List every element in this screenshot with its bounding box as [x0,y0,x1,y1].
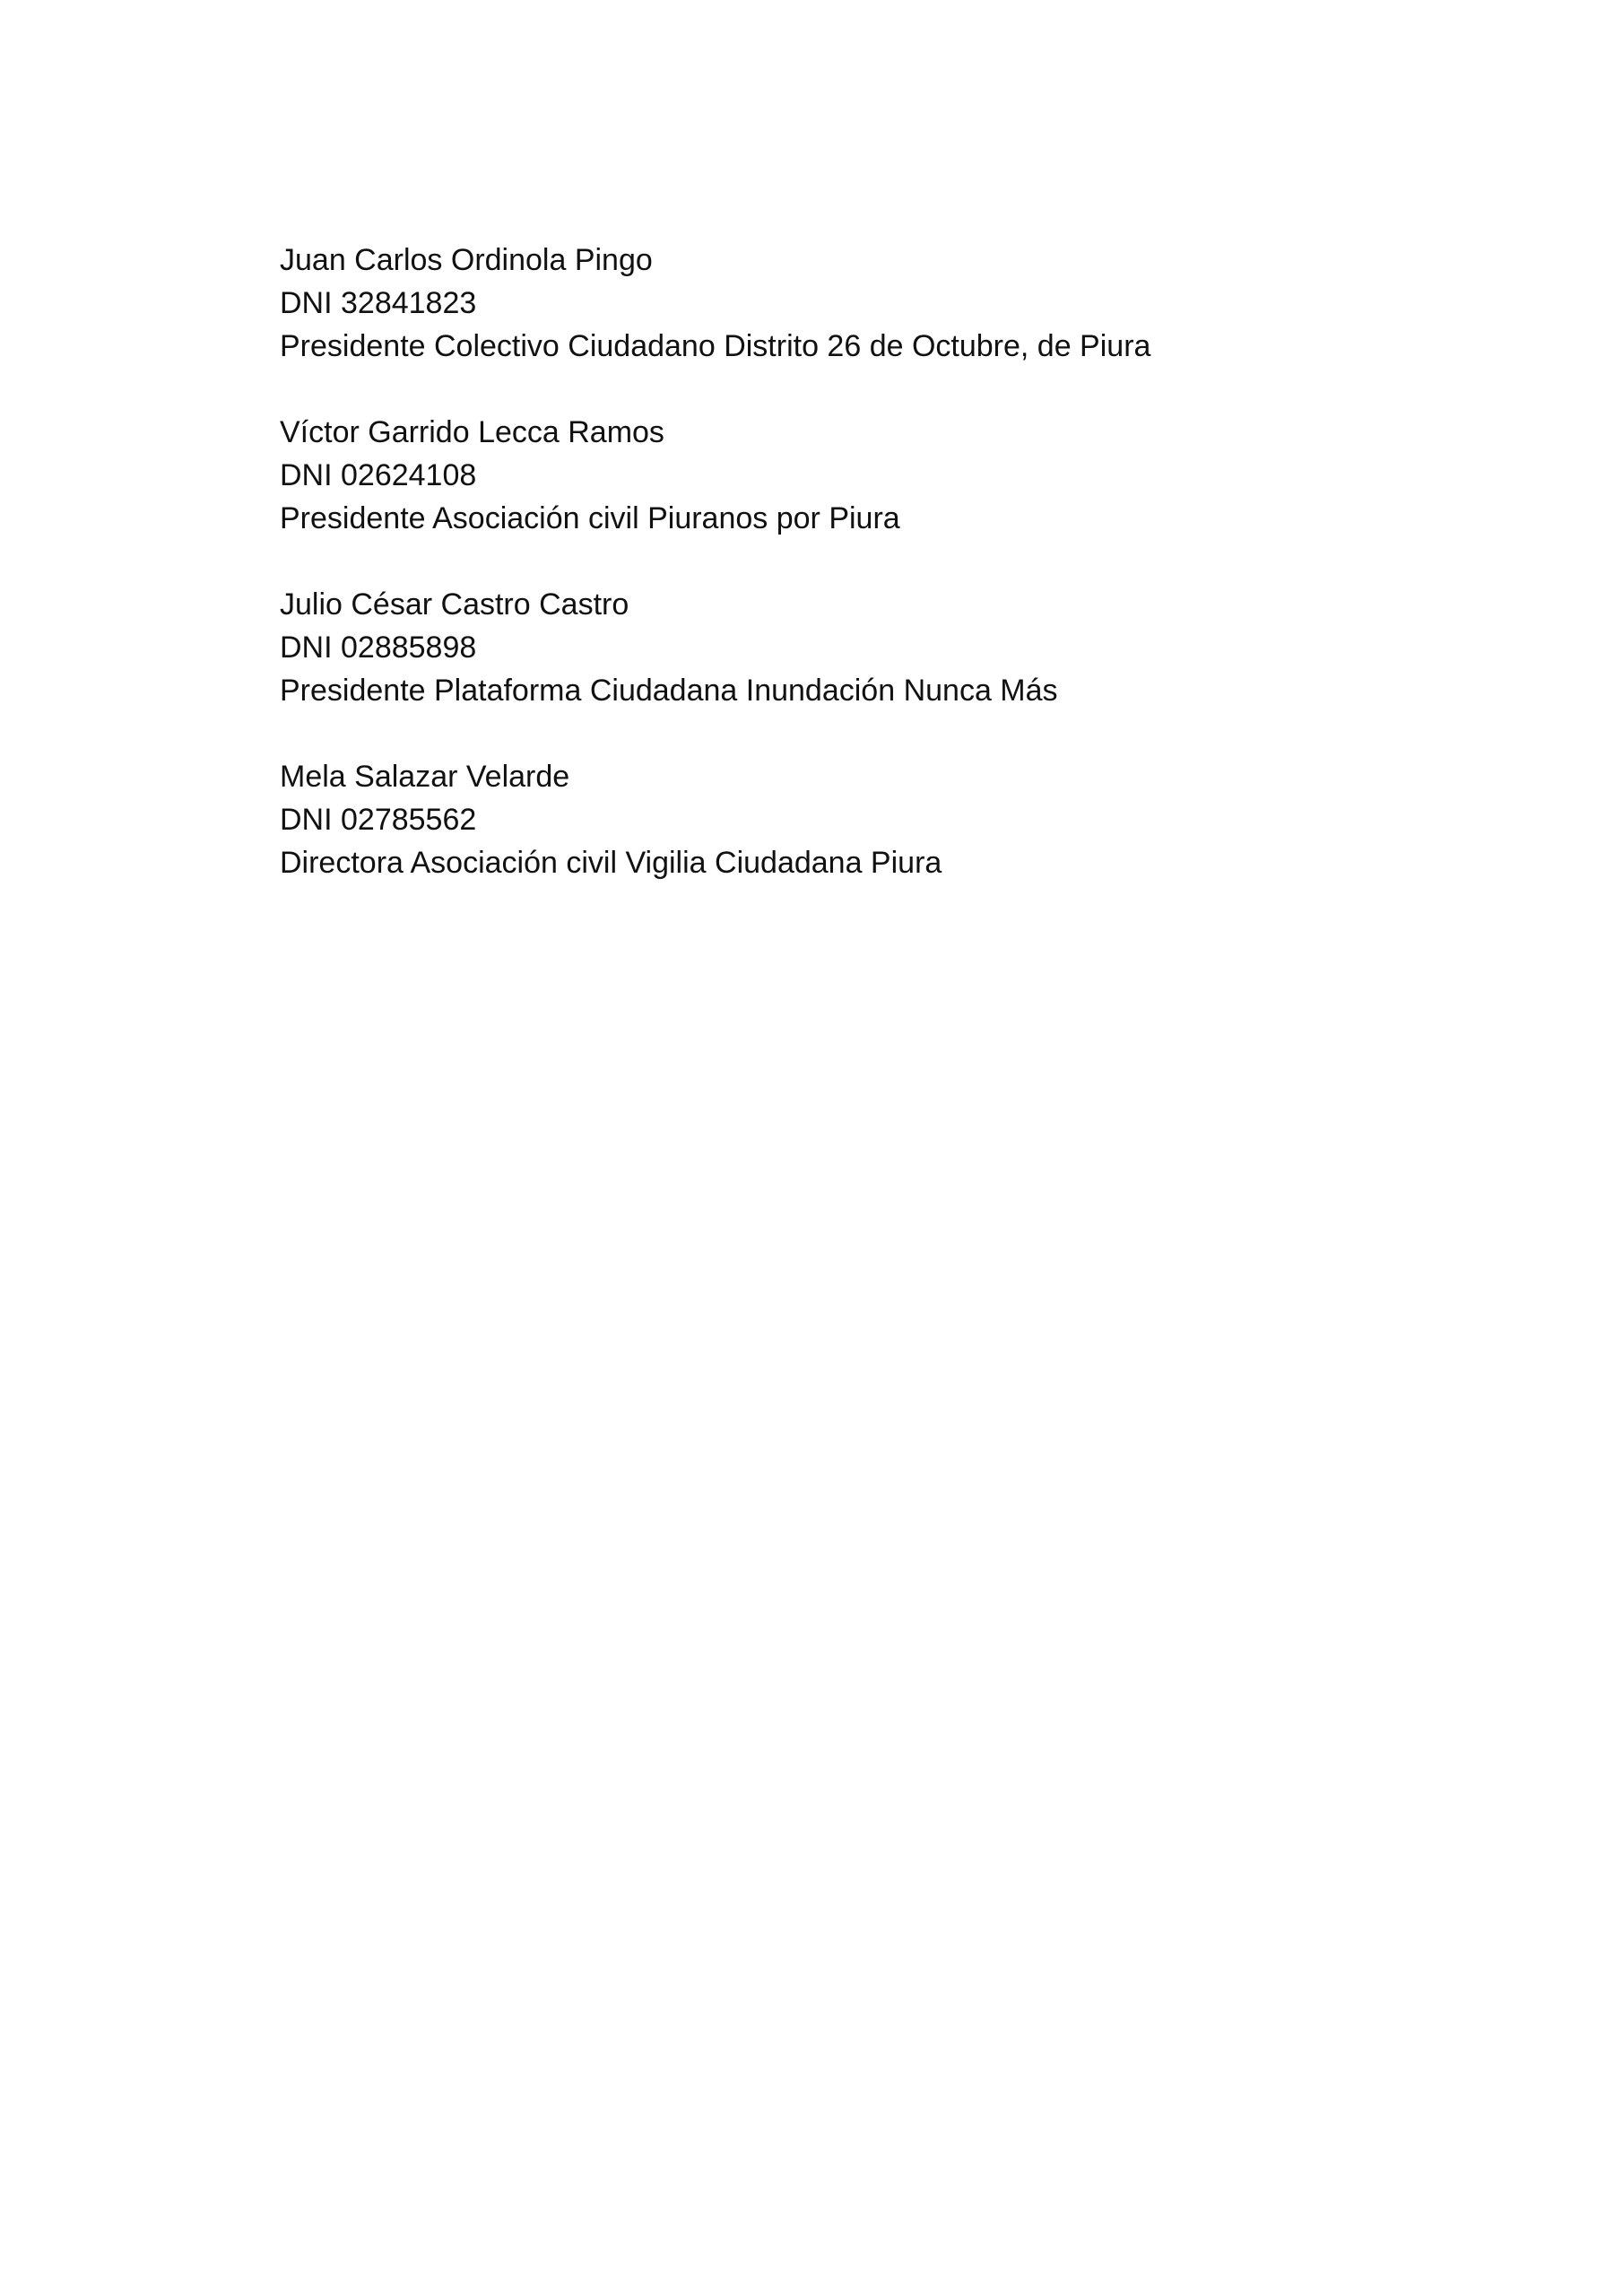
signatory-block [280,583,1445,712]
signatory-dni: DNI 02785562 [280,803,477,837]
signatory-block [280,239,1445,368]
signatory-role: Presidente Plataforma Ciudadana Inundación Nunca Más [280,674,1058,708]
signatory-block [280,755,1445,884]
signatory-name: Mela Salazar Velarde [280,760,570,794]
signatory-dni: DNI 32841823 [280,286,477,320]
signatory-dni: DNI 02885898 [280,631,477,665]
signatory-name: Juan Carlos Ordinola Pingo [280,243,653,277]
signatory-block [280,411,1445,540]
signatory-name: Víctor Garrido Lecca Ramos [280,415,664,449]
signatory-dni: DNI 02624108 [280,458,477,492]
signatory-role: Presidente Asociación civil Piuranos por Piura [280,501,900,535]
signatories-list [280,239,1445,927]
signatory-role: Directora Asociación civil Vigilia Ciudadana Piura [280,846,942,880]
signatory-name: Julio César Castro Castro [280,587,629,622]
signatory-role: Presidente Colectivo Ciudadano Distrito 26 de Octubre, de Piura [280,329,1151,363]
